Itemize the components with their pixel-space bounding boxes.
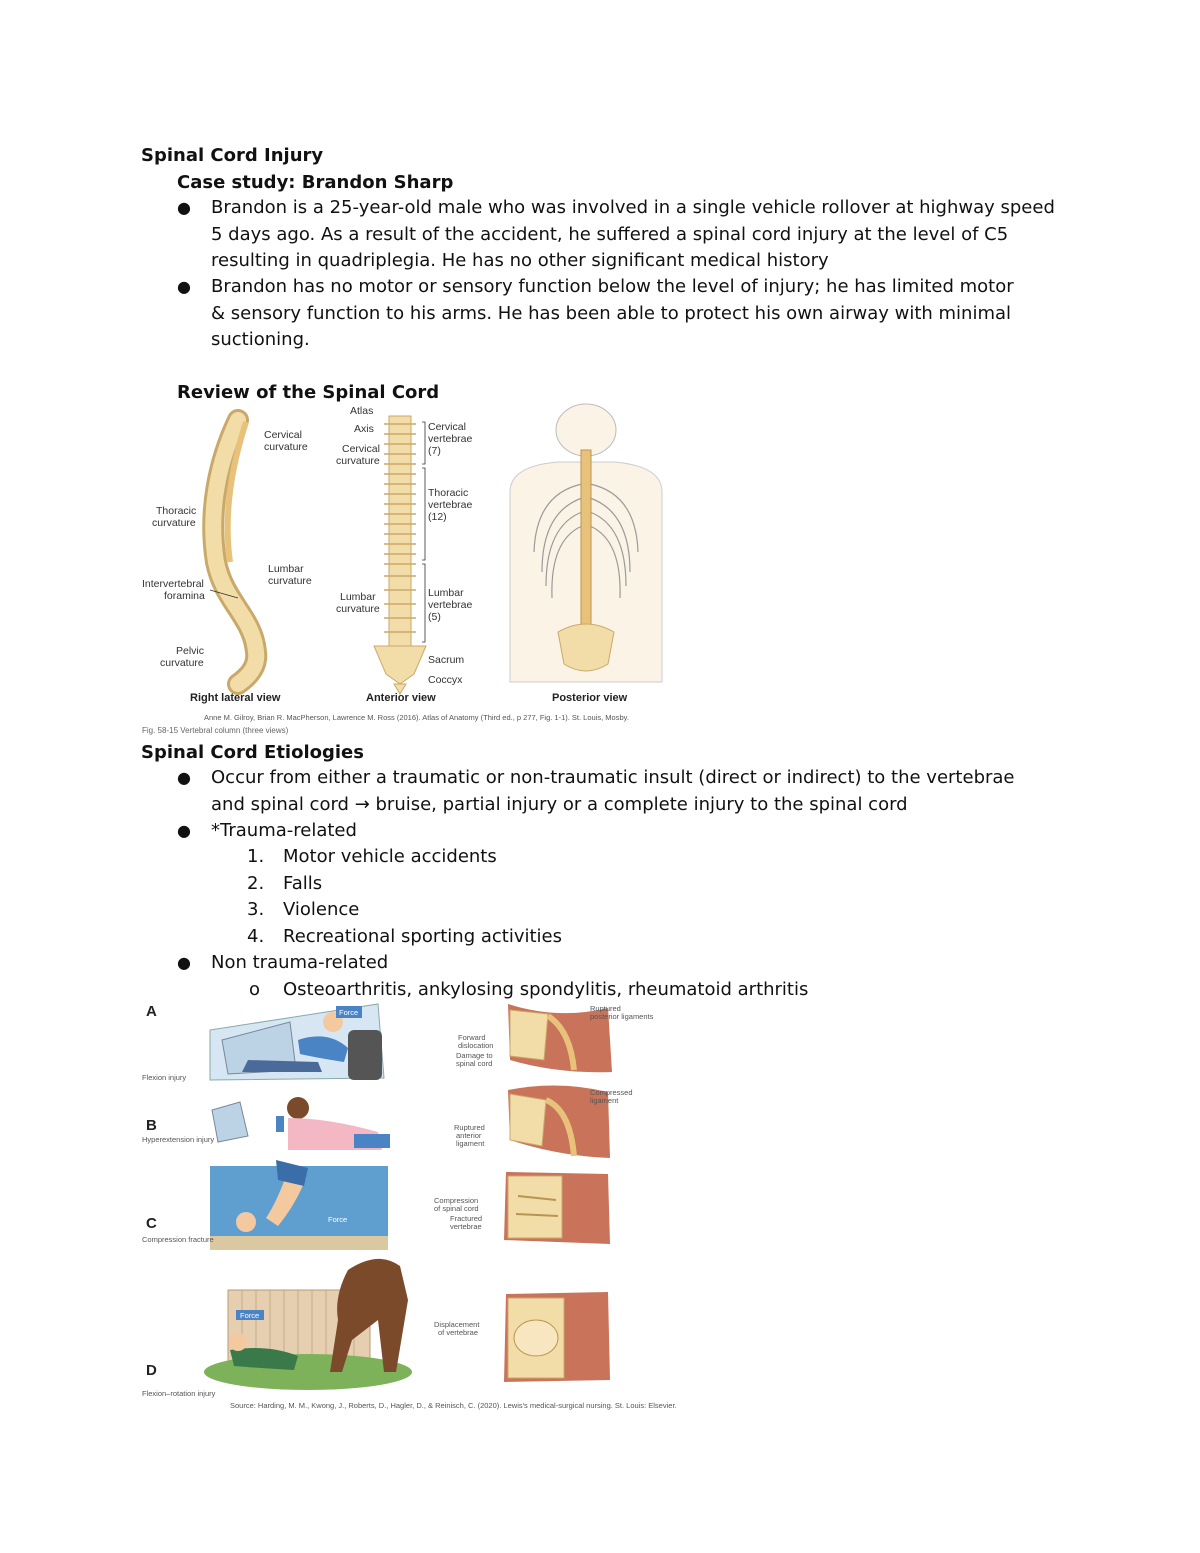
lateral-label: Cervical [264,429,302,441]
anterior-label: Cervical [342,443,380,455]
anterior-label: (7) [428,445,441,457]
lateral-label: curvature [160,657,204,669]
anterior-label: (5) [428,611,441,623]
detail-label: of vertebrae [438,1328,479,1337]
etiology-bullet-1: Occur from either a traumatic or non-traumatic insult (direct or indirect) to the vertebrae and spinal cord → bruise, partial injury or a complete injury to the spinal cord [211,767,1015,815]
anterior-label: Thoracic [428,487,469,499]
panel-label: Hyperextension injury [142,1135,215,1144]
view-label: Posterior view [552,692,628,704]
list-number: 3. [247,899,265,920]
force-label: Force [328,1215,348,1224]
trauma-item: Motor vehicle accidents [283,846,497,867]
detail-label: Forward [458,1033,486,1042]
detail-label: Fractured [450,1214,483,1223]
panel-label: Compression fracture [142,1235,214,1244]
anterior-label: Atlas [350,405,374,417]
diving-illustration [210,1160,388,1250]
detail-label: Ruptured [454,1123,485,1132]
lateral-label: Pelvic [176,645,205,657]
bullet-marker: ● [177,198,191,217]
etiologies-heading: Spinal Cord Etiologies [141,742,364,763]
bullet-marker: ● [177,821,191,840]
detail-label: anterior [456,1131,482,1140]
injury-mechanisms-figure [138,1000,698,1412]
review-heading: Review of the Spinal Cord [177,382,440,403]
anterior-spine-illustration [374,416,426,694]
non-trauma-item: Osteoarthritis, ankylosing spondylitis, rheumatoid arthritis [283,979,809,1000]
lateral-label: curvature [268,575,312,587]
anterior-label: Axis [354,423,374,435]
anterior-label: Cervical [428,421,466,433]
detail-label: Compressed [590,1088,633,1097]
list-number: 2. [247,873,265,894]
figure-caption: Fig. 58-15 Vertebral column (three views) [142,726,289,735]
horse-fall-illustration [204,1259,412,1390]
case-bullet-1: Brandon is a 25-year-old male who was involved in a single vehicle rollover at highway speed 5 days ago. As a result of the accident, he suffered a spinal cord injury at the level of C5 resulting in quadriplegia. He has no other significant medical history [211,197,1055,271]
posterior-body-illustration [510,404,662,682]
lateral-label: foramina [164,590,205,602]
etiology-bullet-3: Non trauma-related [211,952,389,973]
anterior-label: Sacrum [428,654,465,666]
panel-letter: B [146,1117,157,1134]
lateral-label: Thoracic [156,505,197,517]
case-study-heading: Case study: Brandon Sharp [177,172,454,193]
panel-letter: C [146,1215,157,1232]
trauma-item: Falls [283,873,323,894]
detail-label: ligament [590,1096,619,1105]
vertebral-column-figure [138,402,678,738]
detail-label: Displacement [434,1320,480,1329]
panel-label: Flexion–rotation injury [142,1389,216,1398]
lateral-label: Lumbar [268,563,304,575]
list-number: 1. [247,846,265,867]
trauma-item: Violence [283,899,360,920]
detail-label: Compression [434,1196,479,1205]
anterior-label: (12) [428,511,447,523]
lateral-label: curvature [264,441,308,453]
case-bullet-2: Brandon has no motor or sensory function below the level of injury; he has limited motor & sensory function to his arms. He has been able to protect his own airway with minimal suctioning. [211,276,1014,350]
etiology-bullet-2: *Trauma-related [211,820,357,841]
rotation-spine-detail [504,1292,610,1382]
detail-label: spinal cord [456,1059,493,1068]
trauma-item: Recreational sporting activities [283,926,562,947]
anterior-label: vertebrae [428,599,473,611]
figure-source: Anne M. Gilroy, Brian R. MacPherson, Lawrence M. Ross (2016). Atlas of Anatomy (Third ed., p 277, Fig. 1-1). St. Louis, Mosby. [204,713,629,722]
detail-label: dislocation [458,1041,494,1050]
anterior-label: vertebrae [428,433,473,445]
anterior-label: Lumbar [428,587,464,599]
list-number: 4. [247,926,265,947]
panel-letter: D [146,1362,157,1379]
page-title: Spinal Cord Injury [141,145,324,166]
detail-label: ligament [456,1139,485,1148]
force-label: Force [240,1311,260,1320]
panel-letter: A [146,1003,157,1020]
force-label: Force [339,1008,359,1017]
detail-label: vertebrae [450,1222,482,1231]
lateral-spine-illustration [213,420,256,684]
panel-label: Flexion injury [142,1073,187,1082]
bullet-marker: ● [177,768,191,787]
anterior-label: curvature [336,455,380,467]
compression-spine-detail [504,1172,610,1244]
detail-label: Damage to [456,1051,493,1060]
detail-label: posterior ligaments [590,1012,654,1021]
hyperextension-illustration [212,1097,390,1150]
lateral-label: curvature [152,517,196,529]
bullet-marker: ● [177,277,191,296]
lateral-label: Intervertebral [142,578,204,590]
view-label: Right lateral view [190,692,281,704]
anterior-label: curvature [336,603,380,615]
anterior-label: Coccyx [428,674,463,686]
view-label: Anterior view [366,692,436,704]
figure-source: Source: Harding, M. M., Kwong, J., Roberts, D., Hagler, D., & Reinisch, C. (2020). Lewis's medical-surgical nursing. St. Louis: Elsevier. [230,1401,677,1410]
detail-label: of spinal cord [434,1204,479,1213]
anterior-label: Lumbar [340,591,376,603]
anterior-label: vertebrae [428,499,473,511]
detail-label: Ruptured [590,1004,621,1013]
bullet-marker: ● [177,953,191,972]
sub-bullet-marker: o [249,979,261,1000]
